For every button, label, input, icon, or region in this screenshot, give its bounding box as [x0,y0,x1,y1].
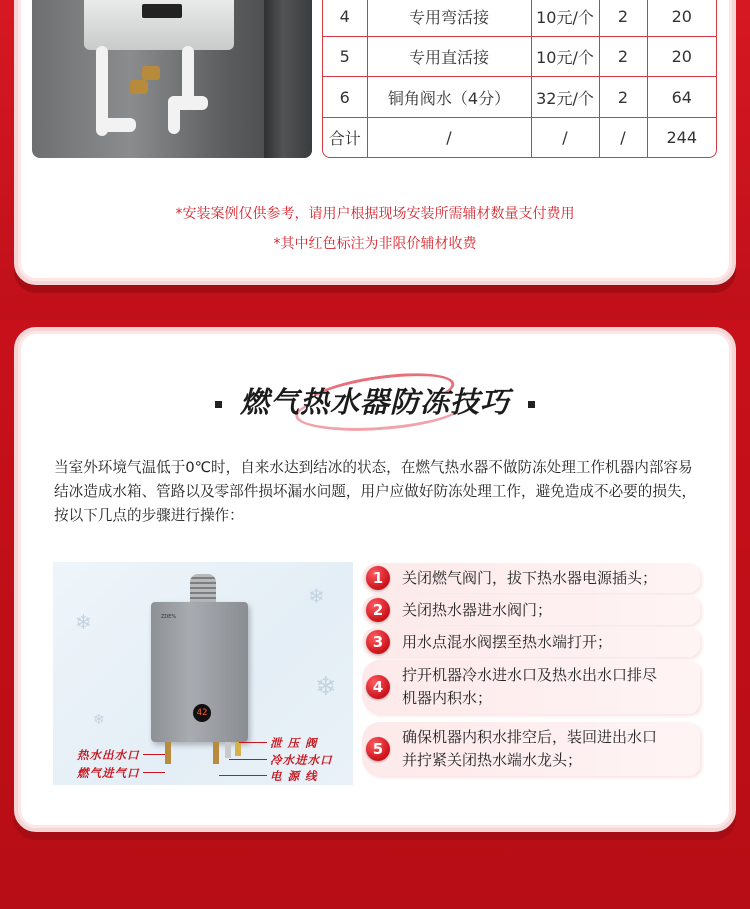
cell-qty: 2 [599,0,647,37]
snowflake-icon: ❄ [308,584,325,608]
step-text-line-1: 确保机器内积水排空后，装回进出水口 [402,728,658,746]
cell-qty: / [599,117,647,157]
step-number-badge: 5 [366,737,390,761]
hot-water-port [165,742,171,764]
step-text-line-2: 机器内积水； [402,689,493,707]
step-5 [362,722,700,776]
cell-total: 244 [647,117,716,157]
table-row [323,0,716,37]
cold-water-port [213,742,219,764]
snowflake-icon: ❄ [315,672,337,702]
step-4 [362,660,700,714]
step-number-badge: 1 [366,566,390,590]
gas-inlet-label: 燃气进气口 [77,766,140,780]
heater-brand: ZDE% [161,614,177,620]
relief-valve-label: 泄 压 阀 [270,736,318,750]
water-heater-illustration [53,562,353,785]
label-leader [219,775,267,776]
snowflake-icon: ❄ [93,712,105,728]
photo-pipe [96,118,136,132]
hot-water-outlet-label: 热水出水口 [77,748,140,762]
label-leader [239,742,267,743]
cell-name: / [367,117,531,157]
cell-total: 20 [647,0,716,37]
step-text-line-1: 拧开机器冷水进水口及热水出水口排尽 [402,666,658,684]
section-title [0,368,750,428]
note-line-2: *其中红色标注为非限价辅材收费 [273,236,477,252]
step-number-badge: 2 [366,598,390,622]
cell-no: 5 [323,37,367,77]
label-leader [143,772,165,773]
cell-name: 专用直活接 [367,37,531,77]
snowflake-icon: ❄ [75,610,92,634]
photo-valve [130,80,148,94]
cell-no: 4 [323,0,367,37]
accessory-fee-table [322,0,717,158]
relief-valve [225,742,231,758]
flue-pipe [190,574,216,604]
cell-no: 6 [323,77,367,117]
title-dot-right [528,401,535,408]
cell-name: 铜角阀水（4分） [367,77,531,117]
step-text: 关闭热水器进水阀门； [402,601,553,619]
title-dot-left [215,401,222,408]
table-row [323,37,716,77]
step-3 [362,627,700,657]
heater-display: 42 [193,704,211,722]
cell-total: 20 [647,37,716,77]
label-leader [229,759,267,760]
step-text: 用水点混水阀摆至热水端打开； [402,633,613,651]
photo-valve [142,66,160,80]
cell-price: 32元/个 [531,77,599,117]
label-leader [143,754,165,755]
cell-price: 10元/个 [531,0,599,37]
section-title-text [0,380,750,421]
power-cord-label: 电 源 线 [270,769,318,783]
cell-qty: 2 [599,77,647,117]
step-1 [362,563,700,593]
step-number-badge: 4 [366,675,390,699]
title-label: 燃气热水器防冻技巧 [239,385,510,419]
gas-port [235,742,241,756]
step-2 [362,595,700,625]
step-text-line-2: 并拧紧关闭热水端水龙头； [402,751,583,769]
cell-total: 64 [647,77,716,117]
cell-price: 10元/个 [531,37,599,77]
photo-pipe [168,96,180,134]
table-row [323,77,716,117]
installation-photo [32,0,312,158]
cell-price: / [531,117,599,157]
cell-name: 专用弯活接 [367,0,531,37]
table-row-total [323,117,716,157]
step-number-badge: 3 [366,630,390,654]
cell-qty: 2 [599,37,647,77]
step-text: 关闭燃气阀门，拔下热水器电源插头； [402,569,658,587]
cold-water-inlet-label: 冷水进水口 [270,753,333,767]
photo-heater-screen [142,4,182,18]
intro-paragraph: 当室外环境气温低于0℃时，自来水达到结冰的状态，在燃气热水器不做防冻处理工作机器内部容易结冰造成水箱、管路以及零部件损坏漏水问题，用户应做好防冻处理工作，避免造成不必要的损失，按以下几点的步骤进行操作： [54,459,697,524]
cell-no: 合计 [323,117,367,157]
photo-door [264,0,312,158]
note-line-1: *安装案例仅供参考，请用户根据现场安装所需辅材数量支付费用 [175,206,575,222]
